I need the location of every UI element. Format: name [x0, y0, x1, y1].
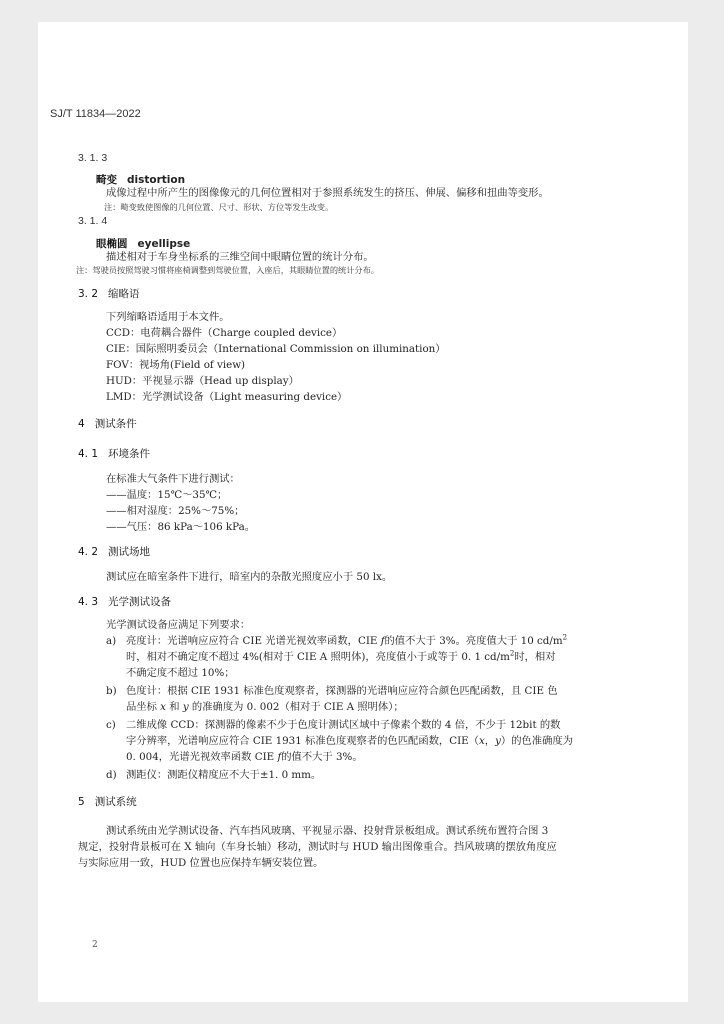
superscript: 2	[509, 649, 515, 658]
text-run: 时，相对	[514, 651, 556, 663]
abbrev-item: CIE：国际照明委员会（International Commission on illumination）	[106, 343, 446, 355]
text-run: 测距仪：测距仪精度应不大于±1. 0 mm。	[126, 769, 322, 781]
env-line: ——相对湿度：25%～75%；	[106, 505, 245, 517]
section-heading	[78, 594, 171, 609]
section-heading	[78, 544, 150, 559]
env-line: ——温度：15℃～35℃；	[106, 489, 228, 501]
section-number: 3. 2	[78, 288, 99, 300]
list-item-a-line2	[126, 648, 556, 663]
text-run: 0. 004，光谱光视效率函数 CIE	[126, 751, 278, 763]
list-label: b)	[106, 685, 117, 697]
clause-number: 3. 1. 3	[78, 152, 108, 164]
text-run: 时，相对不确定度不超过 4%(相对于 CIE A 照明体)，亮度值小于或等于 0. 1 cd/m	[126, 651, 510, 663]
list-label: d)	[106, 769, 117, 781]
list-item-c-line2	[126, 732, 573, 747]
abbrev-item: LMD：光学测试设备（Light measuring device）	[106, 391, 348, 403]
term-note: 注：畸变致使图像的几何位置、尺寸、形状、方位等发生改变。	[104, 202, 334, 212]
text-run: 色度计：根据 CIE 1931 标准色度观察者，探测器的光谱响应应符合颜色匹配函数，且 CIE 色	[126, 685, 558, 697]
list-item-c-line3	[126, 748, 363, 763]
italic-symbol: x	[478, 735, 485, 747]
term-english: eyellipse	[137, 238, 191, 250]
section-number: 4. 1	[78, 448, 99, 460]
italic-symbol: y	[182, 701, 189, 713]
term-chinese: 畸变	[96, 174, 117, 186]
abbrev-item: CCD：电荷耦合器件（Charge coupled device）	[106, 327, 343, 339]
section-title: 缩略语	[108, 288, 140, 300]
section-title: 光学测试设备	[108, 596, 172, 608]
list-item-a-line3: 不确定度不超过 10%；	[126, 667, 235, 679]
system-paragraph-line: 与实际应用一致，HUD 位置也应保持车辆安装位置。	[78, 857, 324, 869]
text-run: 的准确度为 0. 002（相对于 CIE A 照明体）；	[188, 701, 404, 713]
term-note: 注：驾驶员按照驾驶习惯将座椅调整到驾驶位置，入座后，其眼睛位置的统计分布。	[76, 265, 379, 275]
term-definition: 成像过程中所产生的图像像元的几何位置相对于参照系统发生的挤压、伸展、偏移和扭曲等变形。	[106, 187, 549, 199]
section-title: 测试场地	[108, 546, 151, 558]
section-number: 4	[78, 418, 85, 430]
env-line: ——气压：86 kPa～106 kPa。	[106, 521, 256, 533]
italic-symbol: y	[495, 735, 501, 747]
document-page	[38, 22, 688, 1002]
env-line: 在标准大气条件下进行测试：	[106, 473, 240, 485]
superscript: 2	[562, 633, 568, 642]
text-run: 二维成像 CCD：探测器的像素不少于色度计测试区域中子像素个数的 4 倍，不少于 12bit 的数	[126, 719, 561, 731]
abbrev-intro: 下列缩略语适用于本文件。	[106, 311, 230, 323]
section-heading	[78, 446, 150, 461]
system-paragraph-line: 规定，投射背景板可在 X 轴向（车身长轴）移动，测试时与 HUD 输出图像重合。挡风玻璃的摆放角度应	[78, 841, 557, 853]
section-title: 测试条件	[94, 418, 137, 430]
section-number: 5	[78, 796, 85, 808]
text-run: 和	[165, 701, 183, 713]
text-run: ，	[484, 735, 496, 747]
section-heading	[78, 286, 140, 301]
equipment-intro: 光学测试设备应满足下列要求：	[106, 619, 251, 631]
section-heading	[78, 416, 137, 431]
section-number: 4. 3	[78, 596, 99, 608]
list-item-d	[106, 766, 321, 781]
list-label: c)	[106, 719, 116, 731]
term-english: distortion	[127, 174, 186, 186]
section-heading	[78, 794, 137, 809]
italic-symbol: x	[160, 701, 166, 713]
standard-id: SJ/T 11834—2022	[50, 108, 141, 120]
list-item-b-line2	[126, 698, 404, 713]
system-paragraph-line: 测试系统由光学测试设备、汽车挡风玻璃、平视显示器、投射背景板组成。测试系统布置符合图 3	[106, 825, 549, 837]
abbrev-item: HUD：平视显示器（Head up display）	[106, 375, 299, 387]
text-run: 字分辨率，光谱响应应符合 CIE 1931 标准色度观察者的色匹配函数，CIE（	[126, 735, 479, 747]
section-title: 测试系统	[94, 796, 137, 808]
section-number: 4. 2	[78, 546, 99, 558]
list-item-c-line1	[106, 716, 560, 731]
page-number: 2	[92, 940, 98, 950]
list-item-b-line1	[106, 682, 558, 697]
text-run: ）的色准确度为	[500, 735, 573, 747]
term-chinese: 眼椭圆	[96, 238, 128, 250]
term-definition: 描述相对于车身坐标系的三维空间中眼睛位置的统计分布。	[106, 251, 374, 263]
list-label: a)	[106, 635, 117, 647]
list-item-a-line1	[106, 632, 567, 647]
italic-symbol: f	[277, 751, 282, 763]
text-run: 的值不大于 3%。	[281, 751, 363, 763]
italic-symbol: f	[380, 635, 385, 647]
abbrev-item: FOV：视场角(Field of view)	[106, 359, 246, 371]
clause-number: 3. 1. 4	[78, 215, 108, 227]
site-text: 测试应在暗室条件下进行，暗室内的杂散光照度应小于 50 lx。	[106, 571, 393, 583]
section-title: 环境条件	[108, 448, 151, 460]
text-run: 的值不大于 3%。亮度值大于 10 cd/m	[384, 635, 563, 647]
text-run: 亮度计：光谱响应应符合 CIE 光谱光视效率函数，CIE	[126, 635, 381, 647]
text-run: 品坐标	[126, 701, 161, 713]
